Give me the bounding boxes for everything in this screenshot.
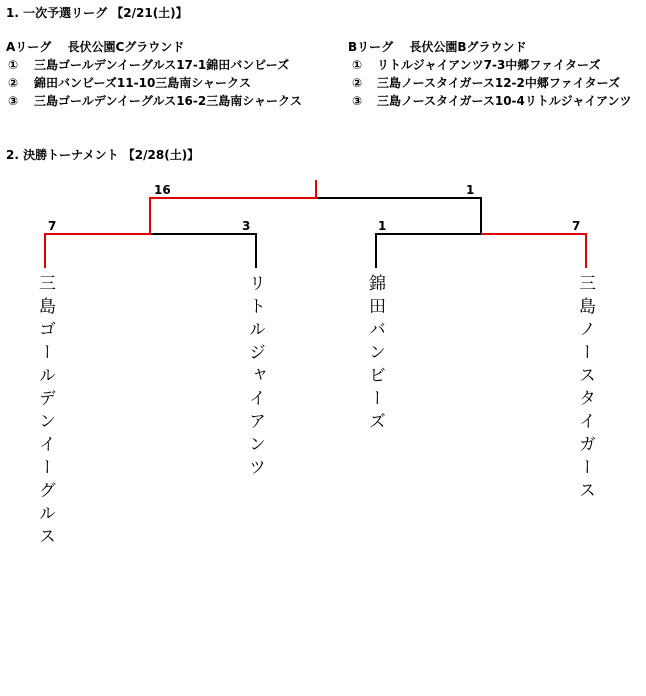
league-b-result-3-marker: ③: [352, 94, 363, 108]
semi-right-score-2: 7: [572, 219, 581, 233]
semi-right-score-1: 1: [378, 219, 387, 233]
league-a-result-2: 錦田バンビーズ11-10三島南シャークス: [34, 76, 251, 90]
final-score-left: 16: [154, 183, 171, 197]
league-a-result-3-marker: ③: [8, 94, 19, 108]
league-a-result-3: 三島ゴールデンイーグルス16-2三島南シャークス: [34, 94, 302, 108]
section1-title: 1. 一次予選リーグ 【2/21(土)】: [6, 6, 188, 20]
league-a-result-1-marker: ①: [8, 58, 19, 72]
team-mishima-golden-eagles: 三島ゴールデンイーグルス: [35, 274, 55, 550]
semi-left-score-1: 7: [48, 219, 57, 233]
team-little-giants: リトルジャイアンツ: [245, 274, 265, 481]
league-b-result-2: 三島ノースタイガース12-2中郷ファイターズ: [377, 76, 621, 90]
league-a-title: Aリーグ 長伏公園Cグラウンド: [6, 40, 185, 54]
league-b-title: Bリーグ 長伏公園Bグラウンド: [348, 40, 527, 54]
team-nishikida-bambies: 錦田バンビーズ: [365, 274, 385, 435]
section2-title: 2. 決勝トーナメント 【2/28(土)】: [6, 148, 200, 162]
league-b-result-1-marker: ①: [352, 58, 363, 72]
league-b-result-2-marker: ②: [352, 76, 363, 90]
semi-left-score-2: 3: [242, 219, 251, 233]
league-a-result-1: 三島ゴールデンイーグルス17-1錦田バンビーズ: [34, 58, 290, 72]
league-a-result-2-marker: ②: [8, 76, 19, 90]
team-mishima-north-tigers: 三島ノースタイガース: [575, 274, 595, 504]
league-b-result-3: 三島ノースタイガース10-4リトルジャイアンツ: [377, 94, 632, 108]
final-score-right: 1: [466, 183, 475, 197]
league-b-result-1: リトルジャイアンツ7-3中郷ファイターズ: [377, 58, 601, 72]
